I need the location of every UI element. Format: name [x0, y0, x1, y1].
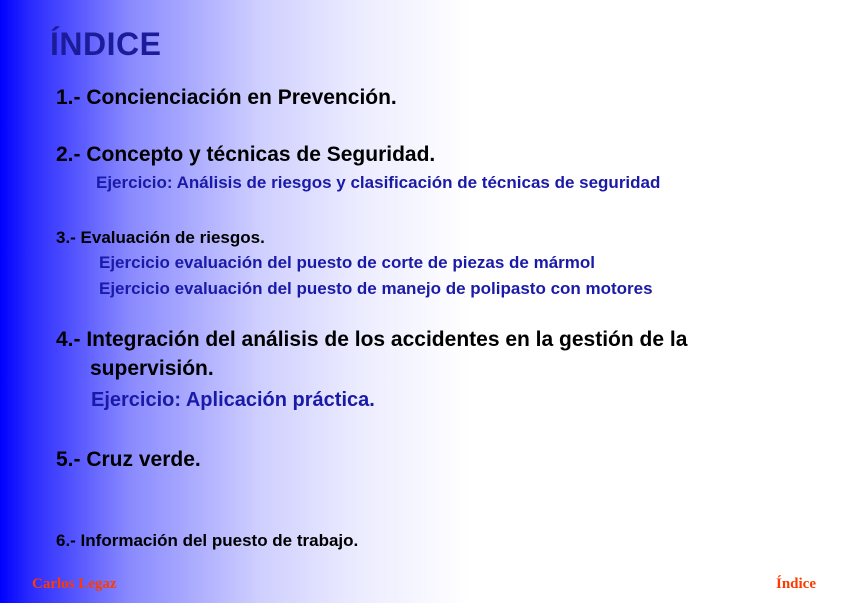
index-item-5: 5.- Cruz verde. [56, 448, 201, 471]
index-item-6: 6.- Información del puesto de trabajo. [56, 531, 359, 550]
footer-index-link[interactable]: Índice [775, 576, 816, 592]
index-item-4-line-2: supervisión. [90, 357, 214, 380]
index-item-4-line-1: 4.- Integración del análisis de los accidentes en la gestión de la [56, 328, 688, 351]
page-title: ÍNDICE [50, 26, 162, 62]
index-item-3-exercise-1: Ejercicio evaluación del puesto de corte de piezas de mármol [99, 253, 596, 272]
index-item-3: 3.- Evaluación de riesgos. [56, 228, 265, 247]
index-item-1: 1.- Concienciación en Prevención. [56, 86, 397, 109]
index-item-3-exercise-2: Ejercicio evaluación del puesto de manejo de polipasto con motores [99, 279, 653, 298]
footer-author: Carlos Legaz [32, 576, 117, 592]
index-item-2-exercise: Ejercicio: Análisis de riesgos y clasificación de técnicas de seguridad [96, 173, 661, 192]
index-item-2: 2.- Concepto y técnicas de Seguridad. [56, 143, 436, 166]
index-item-4-exercise: Ejercicio: Aplicación práctica. [91, 389, 375, 411]
